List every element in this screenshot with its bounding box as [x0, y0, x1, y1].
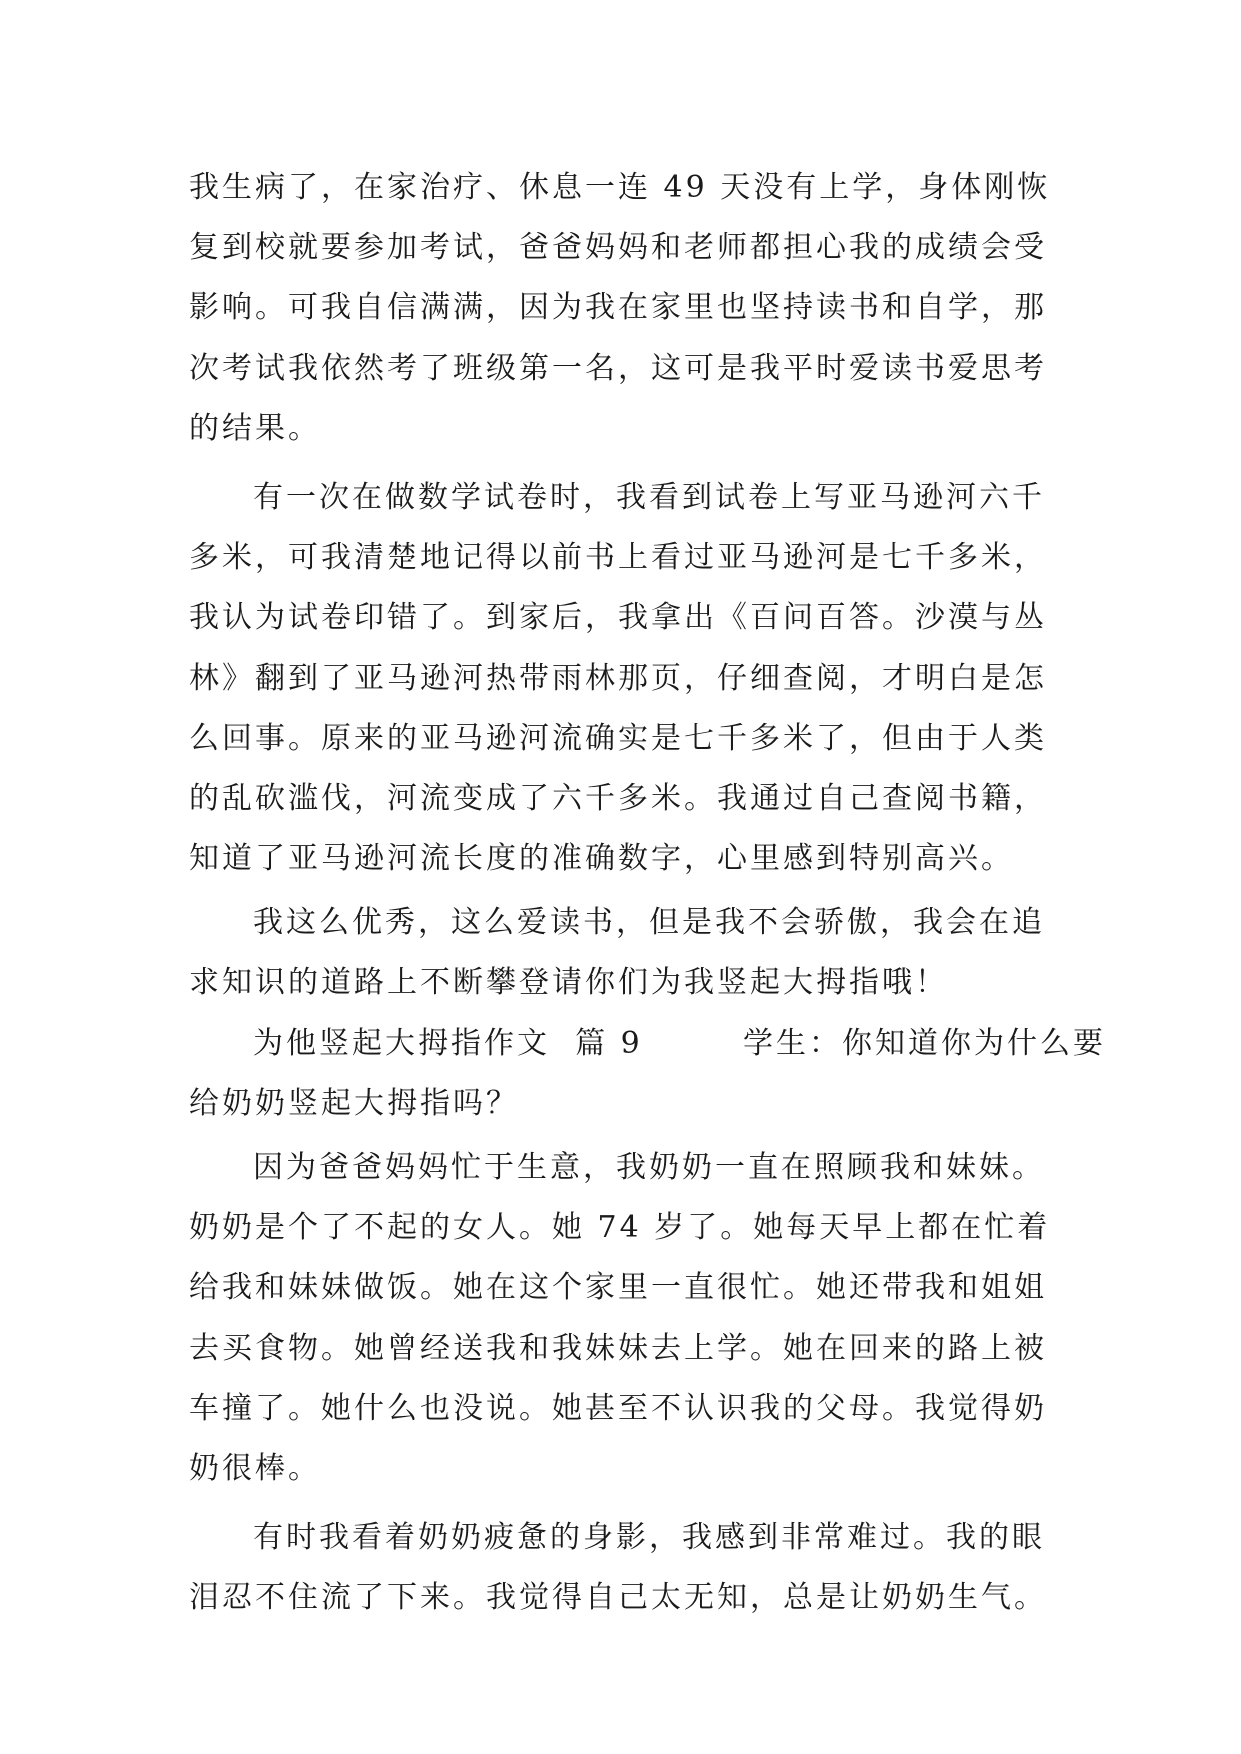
text-line: 有一次在做数学试卷时，我看到试卷上写亚马逊河六千 [253, 479, 1045, 515]
text-line: 林》翻到了亚马逊河热带雨林那页，仔细查阅，才明白是怎 [189, 660, 1047, 696]
text-line: 我认为试卷印错了。到家后，我拿出《百问百答。沙漠与丛 [189, 600, 1047, 636]
text-line: 泪忍不住流了下来。我觉得自己太无知，总是让奶奶生气。 [189, 1580, 1047, 1616]
text-line: 因为爸爸妈妈忙于生意，我奶奶一直在照顾我和妹妹。 [253, 1150, 1045, 1185]
text-line: 有时我看着奶奶疲惫的身影，我感到非常难过。我的眼 [253, 1520, 1045, 1556]
text-line: 么回事。原来的亚马逊河流确实是七千多米了，但由于人类 [189, 720, 1047, 756]
text-line: 次考试我依然考了班级第一名，这可是我平时爱读书爱思考 [189, 350, 1047, 386]
text-line: 我生病了，在家治疗、休息一连 49 天没有上学，身体刚恢 [189, 170, 1051, 205]
text-line: 车撞了。她什么也没说。她甚至不认识我的父母。我觉得奶 [189, 1390, 1047, 1426]
text-line: 的乱砍滥伐，河流变成了六千多米。我通过自己查阅书籍， [189, 780, 1047, 816]
text-line: 去买食物。她曾经送我和我妹妹去上学。她在回来的路上被 [189, 1330, 1047, 1366]
paragraph [189, 1508, 1069, 1628]
text-line: 奶奶是个了不起的女人。她 74 岁了。她每天早上都在忙着 [189, 1210, 1051, 1246]
text-line: 的结果。 [189, 410, 321, 446]
text-line: 复到校就要参加考试，爸爸妈妈和老师都担心我的成绩会受 [189, 230, 1047, 266]
text-line: 奶很棒。 [189, 1450, 321, 1486]
text-line: 多米，可我清楚地记得以前书上看过亚马逊河是七千多米， [189, 540, 1047, 576]
paragraph [189, 468, 1069, 889]
text-line: 给我和妹妹做饭。她在这个家里一直很忙。她还带我和姐姐 [189, 1270, 1047, 1306]
section-heading-line: 为他竖起大拇指作文 篇 9 学生：你知道你为什么要 [253, 1025, 1106, 1061]
paragraph [189, 158, 1069, 459]
document-body [189, 158, 1106, 1629]
text-line: 给奶奶竖起大拇指吗？ [189, 1085, 519, 1121]
text-line: 求知识的道路上不断攀登请你们为我竖起大拇指哦！ [189, 965, 948, 1001]
paragraph [189, 893, 1069, 1013]
text-line: 知道了亚马逊河流长度的准确数字，心里感到特别高兴。 [189, 841, 1014, 877]
text-line: 我这么优秀，这么爱读书，但是我不会骄傲，我会在追 [253, 905, 1045, 941]
paragraph [189, 1138, 1069, 1499]
text-line: 影响。可我自信满满，因为我在家里也坚持读书和自学，那 [189, 290, 1047, 326]
paragraph [189, 1014, 1106, 1134]
